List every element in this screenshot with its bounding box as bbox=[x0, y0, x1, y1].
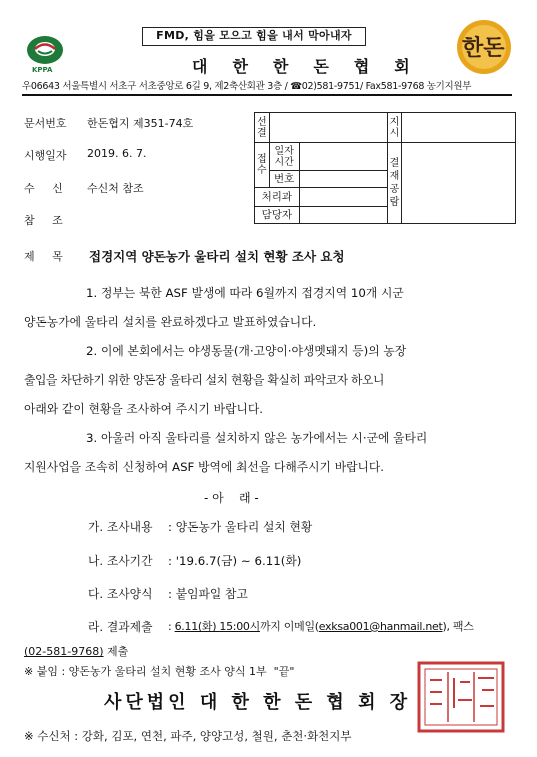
ji-cell bbox=[402, 113, 516, 143]
doc-number-label: 문서번호 bbox=[24, 117, 67, 130]
item-c-label: 다. 조사양식 bbox=[88, 587, 153, 601]
p3-line-1: 3. 아울러 아직 울타리를 설치하지 않은 농가에서는 시·군에 울타리 bbox=[86, 431, 428, 445]
gyeol-cell bbox=[269, 113, 387, 143]
p2-line-3: 아래와 같이 현황을 조사하여 주시기 바랍니다. bbox=[24, 402, 264, 416]
processing-label: 처리과 bbox=[255, 188, 300, 207]
number-cell bbox=[299, 171, 387, 188]
slogan-banner: FMD, 힘을 모으고 힘을 내서 막아내자 bbox=[142, 27, 366, 46]
p3-line-2: 지원사업을 조속히 신청하여 ASF 방역에 최선을 다해주시기 바랍니다. bbox=[24, 460, 385, 474]
logo-text: KPPA bbox=[32, 66, 53, 74]
item-c-value: : 붙임파일 참고 bbox=[168, 587, 248, 601]
datetime-label: 일자시간 bbox=[269, 143, 299, 171]
association-logo bbox=[22, 30, 68, 76]
attachment-line: ※ 붙임 : 양돈농가 울타리 설치 현황 조사 양식 1부 "끝" bbox=[24, 665, 295, 678]
jeopsu-label: 접수 bbox=[255, 143, 270, 188]
p2-line-2: 출입을 차단하기 위한 양돈장 울타리 설치 현황을 확실히 파악코자 하오니 bbox=[24, 373, 385, 387]
p1-line-1: 1. 정부는 북한 ASF 발생에 따라 6월까지 접경지역 10개 시군 bbox=[86, 286, 404, 300]
body-paragraph-2 bbox=[24, 337, 512, 424]
date-value: 2019. 6. 7. bbox=[87, 147, 147, 160]
ji-label: 지시 bbox=[387, 113, 402, 143]
item-d-colon: : bbox=[168, 620, 172, 633]
p2-line-1: 2. 이에 본회에서는 야생동물(개·고양이·야생멧돼지 등)의 농장 bbox=[86, 344, 407, 358]
approval-label: 결재공람 bbox=[387, 143, 402, 224]
item-b-label: 나. 조사기간 bbox=[88, 554, 153, 568]
mascot-text: 한돈 bbox=[462, 36, 505, 61]
sender-title: 사단법인 대 한 한 돈 협 회 장 bbox=[104, 692, 412, 713]
item-d-line bbox=[168, 618, 474, 634]
manager-cell bbox=[299, 207, 387, 224]
recipients-list: ※ 수신처 : 강화, 김포, 연천, 파주, 양양고성, 철원, 춘천·화천지부 bbox=[24, 729, 352, 743]
subject-title: 접경지역 양돈농가 울타리 설치 현황 조사 요청 bbox=[89, 249, 345, 264]
item-d-line-2 bbox=[24, 643, 128, 659]
doc-number-value: 한돈협지 제351-74호 bbox=[87, 117, 194, 130]
gyeol-label: 선결 bbox=[255, 113, 270, 143]
hando-mascot-logo bbox=[455, 18, 513, 76]
recipient-value: 수신처 참조 bbox=[87, 182, 144, 195]
header-divider bbox=[22, 94, 512, 96]
recipient-label: 수 신 bbox=[24, 182, 63, 195]
item-b-value: : '19.6.7(금) ~ 6.11(화) bbox=[168, 554, 302, 568]
subject-label: 제 목 bbox=[24, 250, 63, 263]
date-label: 시행일자 bbox=[24, 149, 67, 162]
organization-title: 대한한돈협회 bbox=[192, 57, 435, 76]
approval-table bbox=[254, 112, 516, 224]
address-line: 우06643 서울특별시 서초구 서초중앙로 6길 9, 제2축산회관 3층 / ☎02)581-9751/ Fax581-9768 농기지원부 bbox=[22, 81, 472, 92]
body-paragraph-1 bbox=[24, 279, 512, 337]
datetime-cell bbox=[299, 143, 387, 171]
item-d-deadline: 6.11(화) 15:00시 bbox=[174, 620, 260, 633]
item-d-mid: 까지 이메일( bbox=[259, 620, 319, 633]
item-d-end: 제출 bbox=[103, 645, 129, 658]
item-a-label: 가. 조사내용 bbox=[88, 520, 153, 534]
item-d-email-link[interactable]: exksa001@hanmail.net bbox=[318, 620, 443, 633]
item-d-fax: (02-581-9768) bbox=[24, 645, 104, 658]
item-d-label: 라. 결과제출 bbox=[88, 620, 153, 634]
number-label: 번호 bbox=[269, 171, 299, 188]
processing-cell bbox=[299, 188, 387, 207]
item-d-after: ), 팩스 bbox=[442, 620, 474, 633]
approval-cell bbox=[402, 143, 516, 224]
item-a-value: : 양돈농가 울타리 설치 현황 bbox=[168, 520, 313, 534]
below-heading: - 아 래 - bbox=[204, 491, 259, 505]
p1-line-2: 양돈농가에 울타리 설치를 완료하겠다고 발표하였습니다. bbox=[24, 315, 317, 329]
manager-label: 담당자 bbox=[255, 207, 300, 224]
body-paragraph-3 bbox=[24, 424, 512, 482]
reference-label: 참 조 bbox=[24, 214, 63, 227]
official-seal bbox=[416, 660, 506, 734]
